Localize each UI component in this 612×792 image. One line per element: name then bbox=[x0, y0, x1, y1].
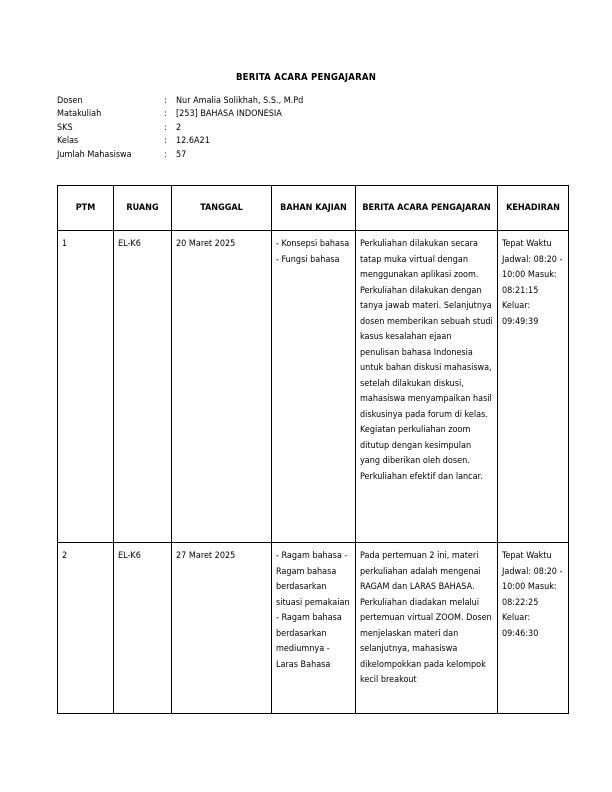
info-colon: : bbox=[164, 122, 167, 133]
attendance-table bbox=[57, 185, 569, 714]
cell-bahan-kajian: - Konsepsi bahasa - Fungsi bahasa bbox=[272, 231, 356, 543]
info-label: Kelas bbox=[57, 136, 79, 147]
info-value: 57 bbox=[176, 149, 187, 160]
cell-ruang: EL-K6 bbox=[114, 543, 172, 714]
header-bahan-kajian: BAHAN KAJIAN bbox=[272, 186, 356, 231]
table-header-row bbox=[58, 186, 569, 231]
cell-berita-acara: Perkuliahan dilakukan secara tatap muka virtual dengan menggunakan aplikasi zoom. Perkuliahan dilakukan dengan tanya jawab materi. Selanjutnya dosen memberikan sebuah studi kasus kesalahan ejaan penulisan bahasa Indonesia untuk bahan diskusi mahasiswa, setelah dilakukan diskusi, mahasiswa menyampaikan hasil diskusinya pada forum di kelas. Kegiatan perkuliahan zoom ditutup dengan kesimpulan yang diberikan oleh dosen. Perkuliahan efektif dan lancar. bbox=[356, 231, 498, 543]
cell-kehadiran: Tepat Waktu Jadwal: 08:20 - 10:00 Masuk: 08:22:25 Keluar: 09:46:30 bbox=[498, 543, 569, 714]
info-label: SKS bbox=[57, 122, 73, 133]
header-kehadiran: KEHADIRAN bbox=[498, 186, 569, 231]
info-row-sks bbox=[57, 122, 303, 135]
table-row bbox=[58, 543, 569, 714]
cell-ptm: 2 bbox=[58, 543, 114, 714]
cell-tanggal: 20 Maret 2025 bbox=[172, 231, 272, 543]
info-label: Jumlah Mahasiswa bbox=[57, 149, 132, 160]
course-info bbox=[57, 95, 303, 162]
table-row bbox=[58, 231, 569, 543]
cell-ptm: 1 bbox=[58, 231, 114, 543]
header-tanggal: TANGGAL bbox=[172, 186, 272, 231]
header-berita-acara: BERITA ACARA PENGAJARAN bbox=[356, 186, 498, 231]
cell-berita-acara: Pada pertemuan 2 ini, materi perkuliahan adalah mengenai RAGAM dan LARAS BAHASA. Perkuliahan diadakan melalui pertemuan virtual ZOOM. Dosen menjelaskan materi dan selanjutnya, mahasiswa dikelompokkan pada kelompok kecil breakout bbox=[356, 543, 498, 714]
header-ptm: PTM bbox=[58, 186, 114, 231]
info-value: [253] BAHASA INDONESIA bbox=[176, 109, 282, 120]
info-label: Dosen bbox=[57, 96, 83, 106]
info-colon: : bbox=[164, 109, 167, 120]
cell-ruang: EL-K6 bbox=[114, 231, 172, 543]
cell-kehadiran: Tepat Waktu Jadwal: 08:20 - 10:00 Masuk: 08:21:15 Keluar: 09:49:39 bbox=[498, 231, 569, 543]
info-value: 12.6A21 bbox=[176, 136, 210, 147]
info-row-matakuliah bbox=[57, 108, 303, 121]
info-colon: : bbox=[164, 136, 167, 147]
info-row-dosen bbox=[57, 95, 303, 108]
info-label: Matakuliah bbox=[57, 109, 102, 120]
info-row-kelas bbox=[57, 135, 303, 148]
info-colon: : bbox=[164, 96, 167, 106]
info-value: Nur Amalia Solikhah, S.S., M.Pd bbox=[176, 96, 304, 106]
header-ruang: RUANG bbox=[114, 186, 172, 231]
cell-bahan-kajian: - Ragam bahasa - Ragam bahasa berdasarkan situasi pemakaian - Ragam bahasa berdasarkan mediumnya - Laras Bahasa bbox=[272, 543, 356, 714]
info-value: 2 bbox=[176, 122, 182, 133]
cell-tanggal: 27 Maret 2025 bbox=[172, 543, 272, 714]
info-colon: : bbox=[164, 149, 167, 160]
info-row-jumlah-mahasiswa bbox=[57, 149, 303, 162]
document-title: BERITA ACARA PENGAJARAN bbox=[235, 72, 377, 83]
